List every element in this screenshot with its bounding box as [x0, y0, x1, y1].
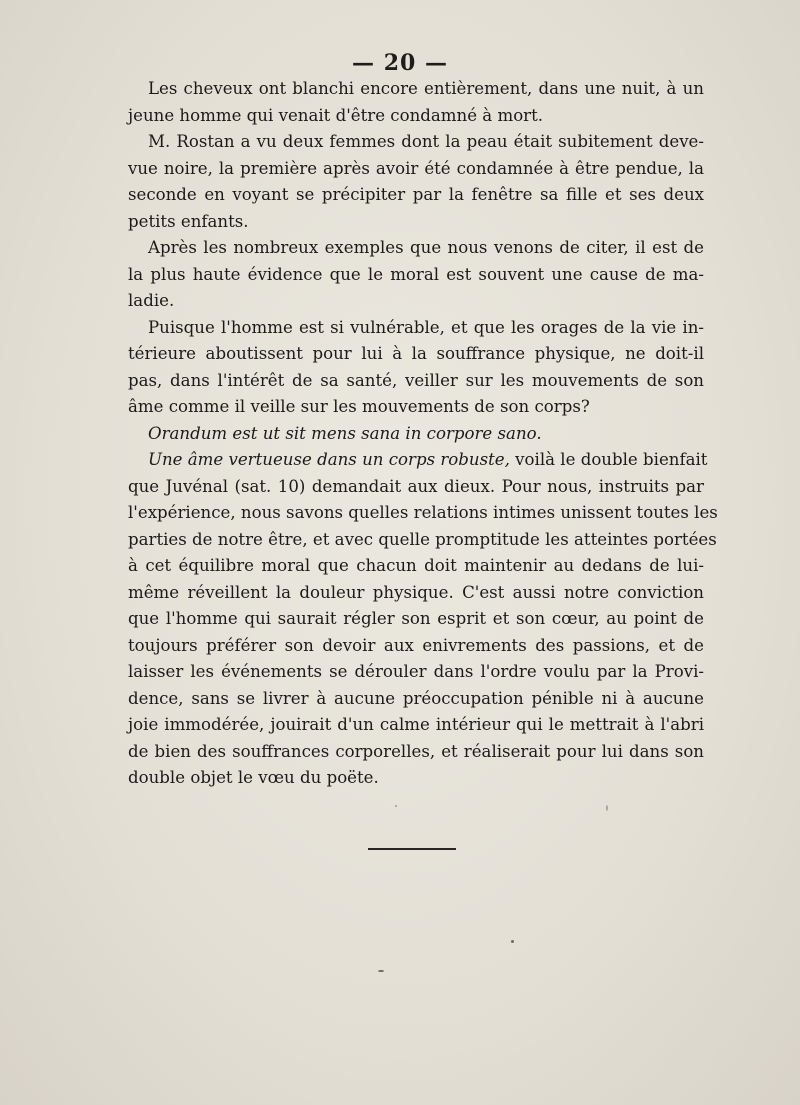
text-line: à cet équilibre moral que chacun doit maintenir au dedans de lui- [128, 556, 704, 575]
text-line: même réveillent la douleur physique. C'est aussi notre conviction [128, 582, 704, 602]
text-line: toujours préférer son devoir aux enivrements des passions, et de [128, 635, 704, 655]
text-run: voilà le double bienfait [509, 450, 708, 469]
text-line: laisser les événements se dérouler dans l'ordre voulu par la Provi- [128, 662, 704, 681]
text-line: pas, dans l'intérêt de sa santé, veiller sur les mouvements de son [128, 370, 704, 390]
latin-quote: Orandum est ut sit mens sana in corpore sano. [148, 423, 542, 443]
paper-speck [395, 805, 397, 807]
text-line: Après les nombreux exemples que nous venons de citer, il est de [148, 238, 704, 257]
text-line: Les cheveux ont blanchi encore entièrement, dans une nuit, à un [148, 79, 704, 98]
paper-speck [606, 805, 608, 811]
text-line: térieure aboutissent pour lui à la souffrance physique, ne doit-il [128, 344, 704, 363]
italic-phrase: Une âme vertueuse dans un corps robuste, [148, 450, 510, 469]
text-line: vue noire, la première après avoir été condamnée à être pendue, la [128, 158, 704, 178]
text-line: de bien des souffrances corporelles, et réaliserait pour lui dans son [128, 741, 704, 761]
text-line: dence, sans se livrer à aucune préoccupation pénible ni à aucune [128, 688, 704, 708]
text-line: la plus haute évidence que le moral est souvent une cause de ma- [128, 264, 704, 284]
text-line: jeune homme qui venait d'être condamné à mort. [128, 105, 544, 125]
body-text [128, 76, 718, 792]
text-line: double objet le vœu du poëte. [128, 768, 379, 787]
text-line: petits enfants. [128, 211, 249, 231]
text-line: Puisque l'homme est si vulnérable, et que les orages de la vie in- [148, 317, 704, 337]
text-line: que l'homme qui saurait régler son esprit et son cœur, au point de [128, 609, 704, 628]
section-divider [368, 848, 456, 850]
text-line [128, 447, 708, 474]
text-line: l'expérience, nous savons quelles relations intimes unissent toutes les [128, 503, 718, 522]
text-line: seconde en voyant se précipiter par la fenêtre sa fille et ses deux [128, 185, 704, 204]
text-line: joie immodérée, jouirait d'un calme intérieur qui le mettrait à l'abri [128, 715, 704, 734]
text-line: ladie. [128, 291, 175, 310]
text-line: âme comme il veille sur les mouvements de son corps? [128, 397, 590, 416]
text-line: M. Rostan a vu deux femmes dont la peau était subitement deve- [148, 132, 704, 151]
text-line: que Juvénal (sat. 10) demandait aux dieux. Pour nous, instruits par [128, 476, 704, 496]
page-number: — 20 — [352, 50, 448, 76]
paper-speck [378, 970, 384, 972]
text-line: parties de notre être, et avec quelle promptitude les atteintes portées [128, 529, 717, 549]
paper-speck [511, 940, 514, 943]
